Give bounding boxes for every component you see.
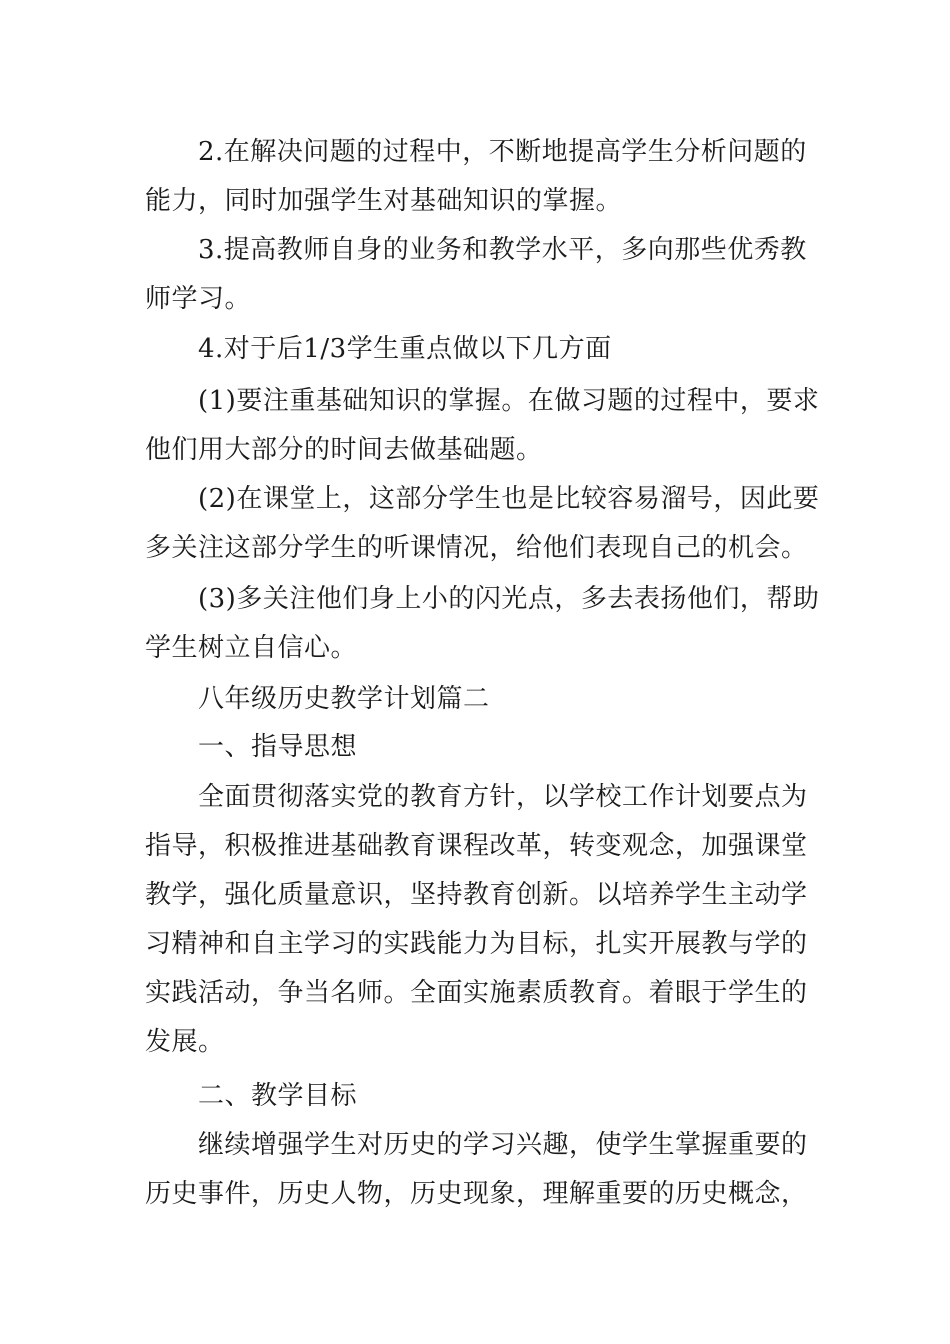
heading-guiding-ideology: [145, 723, 815, 772]
text-line: 继续增强学生对历史的学习兴趣，使学生掌握重要的: [198, 1130, 808, 1160]
text-line: 指导，积极推进基础教育课程改革，转变观念，加强课堂: [145, 831, 808, 861]
text-line: 实践活动，争当名师。全面实施素质教育。着眼于学生的: [145, 978, 808, 1008]
text-line: 能力，同时加强学生对基础知识的掌握。: [145, 186, 623, 216]
paragraph-subitem-3: [145, 575, 820, 673]
section-title: [145, 675, 815, 724]
paragraph-guiding-ideology: [145, 773, 815, 1067]
text-line: 发展。: [145, 1027, 225, 1057]
text-line: 历史事件，历史人物，历史现象，理解重要的历史概念，: [145, 1179, 808, 1209]
text-line: (2)在课堂上，这部分学生也是比较容易溜号，因此要: [198, 484, 820, 514]
text-line: 教学，强化质量意识，坚持教育创新。以培养学生主动学: [145, 880, 808, 910]
text-line: 师学习。: [145, 284, 252, 314]
heading-teaching-goals: [145, 1072, 815, 1121]
text-line: 4.对于后1/3学生重点做以下几方面: [198, 334, 612, 364]
text-line: 学生树立自信心。: [145, 633, 358, 663]
text-line: 二、教学目标: [198, 1081, 358, 1111]
text-line: 2.在解决问题的过程中，不断地提高学生分析问题的: [198, 137, 807, 167]
text-line: 一、指导思想: [198, 732, 358, 762]
paragraph-item-2: [145, 128, 815, 226]
paragraph-subitem-1: [145, 377, 820, 475]
text-line: 习精神和自主学习的实践能力为目标，扎实开展教与学的: [145, 929, 808, 959]
text-line: 3.提高教师自身的业务和教学水平，多向那些优秀教: [198, 235, 807, 265]
paragraph-teaching-goals: [145, 1121, 815, 1219]
paragraph-item-4: [145, 325, 815, 374]
text-line: (3)多关注他们身上小的闪光点，多去表扬他们，帮助: [198, 584, 820, 614]
text-line: 多关注这部分学生的听课情况，给他们表现自己的机会。: [145, 533, 808, 563]
text-line: 他们用大部分的时间去做基础题。: [145, 435, 543, 465]
text-line: 全面贯彻落实党的教育方针，以学校工作计划要点为: [198, 782, 808, 812]
text-line: 八年级历史教学计划篇二: [198, 684, 490, 714]
text-line: (1)要注重基础知识的掌握。在做习题的过程中，要求: [198, 386, 820, 416]
paragraph-subitem-2: [145, 475, 820, 573]
paragraph-item-3: [145, 226, 815, 324]
